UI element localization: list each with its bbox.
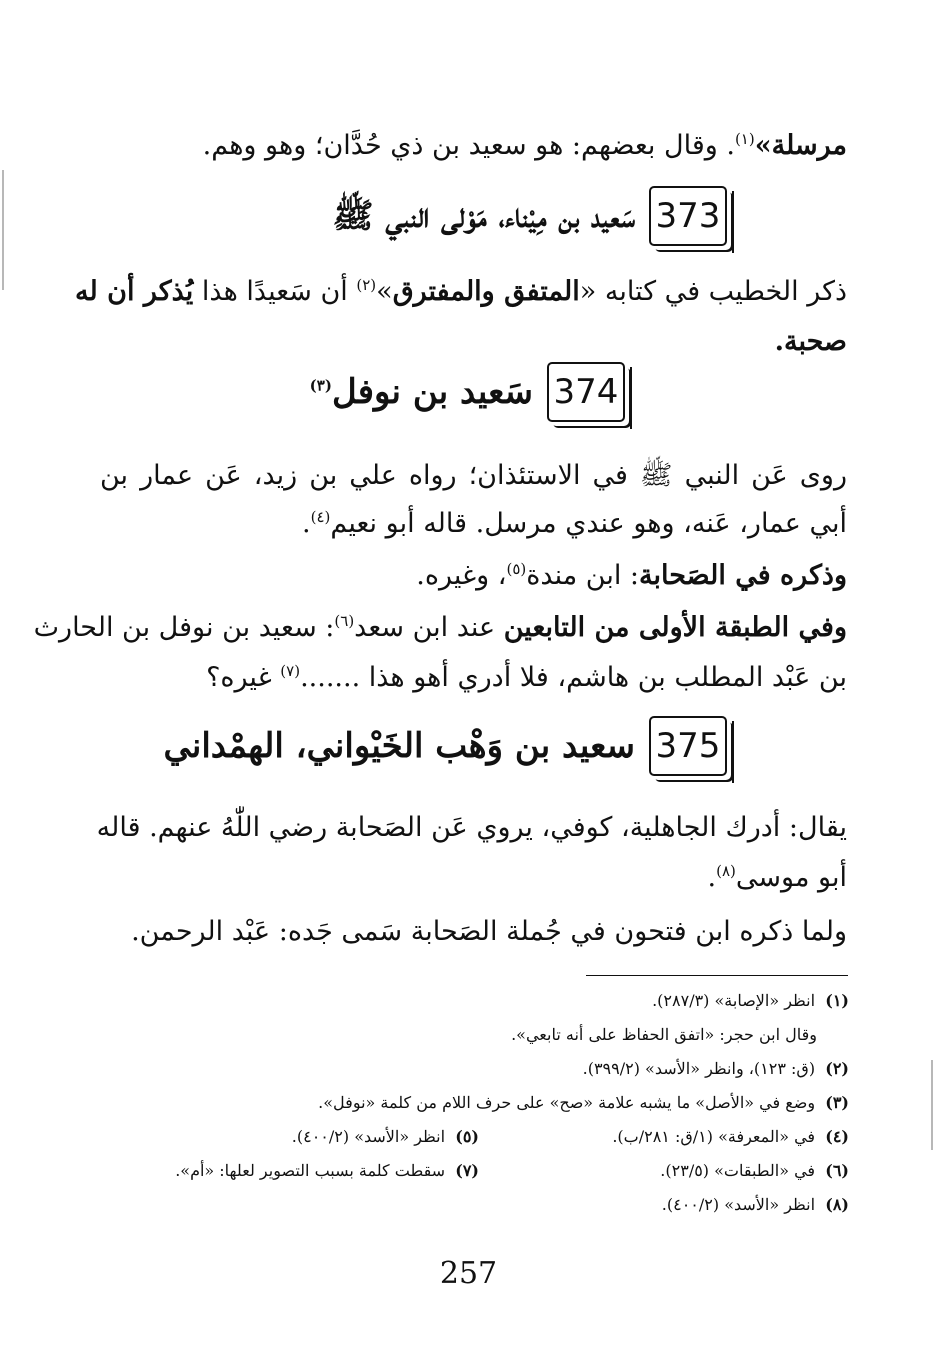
body-line-1 <box>203 126 847 166</box>
body-line-8 <box>206 658 847 698</box>
entry-title <box>310 364 533 420</box>
footnote-number: (٣) <box>825 1093 849 1112</box>
text-fragment: يقال: أدرك الجاهلية، كوفي، يروي عَن الصَحابة رضي اللّٰهُ عنهم. قاله <box>96 812 847 843</box>
footnote-1-continued <box>511 1024 817 1046</box>
footnote-6 <box>660 1160 849 1182</box>
entry-title: سَعيد بن مِيْناء، مَوْلى النبي ﷺ <box>332 196 635 236</box>
footnote-text: سقطت كلمة بسبب التصوير لعلها: «أم». <box>175 1161 446 1180</box>
text-fragment: . وقال بعضهم: هو سعيد بن ذي حُدَّان؛ وهو وهم. <box>202 130 735 161</box>
footnote-text: في «المعرفة» (١/ق: ٢٨١/ب). <box>612 1127 816 1146</box>
footnote-number: (٢) <box>825 1059 849 1078</box>
footnote-text: وضع في «الأصل» ما يشبه علامة «صح» على حرف اللام من كلمة «نوفل». <box>318 1093 816 1112</box>
body-line-2 <box>75 272 847 312</box>
book-title: المتفق والمفترق <box>392 276 580 307</box>
text-fragment: » <box>376 276 393 307</box>
footnote-1 <box>652 990 849 1012</box>
page-number: 257 <box>439 1256 498 1291</box>
scan-edge-left <box>2 170 4 290</box>
text-fragment: عند ابن سعد <box>354 612 504 643</box>
body-line-9 <box>96 808 847 848</box>
entry-number-box <box>547 362 625 422</box>
body-line-6 <box>416 556 847 596</box>
text-fragment: : سعيد بن نوفل بن الحارث <box>33 612 335 643</box>
footnote-text: في «الطبقات» (٢٣/٥). <box>660 1161 816 1180</box>
footnote-ref: (٢) <box>356 276 377 294</box>
text-fragment: أبو موسى <box>735 862 847 893</box>
footnote-number: (٧) <box>455 1161 479 1180</box>
text-bold: وفي الطبقة الأولى من التابعين <box>503 612 847 643</box>
footnote-2 <box>583 1058 849 1080</box>
footnote-text: (ق: ١٢٣)، وانظر «الأسد» (٣٩٩/٢). <box>582 1059 816 1078</box>
footnote-number: (٤) <box>825 1127 849 1146</box>
footnote-ref: (٨) <box>716 862 736 880</box>
text-fragment: بن عَبْد المطلب بن هاشم، فلا أدري أهو هذا ....... <box>300 662 847 693</box>
footnote-5 <box>292 1126 479 1148</box>
entry-number-box <box>649 716 727 776</box>
body-line-4 <box>100 456 847 496</box>
text-fragment: روى عَن النبي ﷺ في الاستئذان؛ رواه علي بن زيد، عَن عمار بن <box>100 460 847 491</box>
body-line-3 <box>775 322 847 362</box>
body-line-11 <box>131 912 847 952</box>
text-bold: صحبة. <box>774 326 847 357</box>
footnote-divider <box>586 975 848 976</box>
entry-heading-373 <box>332 180 727 252</box>
footnote-8 <box>662 1194 849 1216</box>
entry-heading-375 <box>164 710 727 782</box>
body-line-10 <box>708 858 847 898</box>
body-line-5 <box>302 504 847 544</box>
footnote-ref: (٥) <box>506 560 527 578</box>
text-fragment: . <box>302 508 311 539</box>
footnote-7 <box>175 1160 479 1182</box>
footnote-text: انظر «الأسد» (٤٠٠/٢). <box>291 1127 446 1146</box>
footnote-text: انظر «الأسد» (٤٠٠/٢). <box>661 1195 816 1214</box>
entry-number-box <box>649 186 727 246</box>
footnote-ref: (٧) <box>280 662 301 680</box>
entry-heading-374 <box>310 356 625 428</box>
text-bold: وذكره في الصَحابة <box>639 560 847 591</box>
text-fragment: غيره؟ <box>206 662 281 693</box>
text-fragment: أبي عمار، عَنه، وهو عندي مرسل. قاله أبو نعيم <box>330 508 847 539</box>
text-fragment: : ابن مندة <box>526 560 640 591</box>
entry-title: سعيد بن وَهْب الخَيْواني، الهمْداني <box>163 726 635 766</box>
footnote-text: وقال ابن حجر: «اتفق الحفاظ على أنه تابعي». <box>511 1025 817 1044</box>
text-fragment: ، وغيره. <box>416 560 507 591</box>
footnote-ref: (٦) <box>334 612 355 630</box>
footnote-ref: (٣) <box>309 376 332 395</box>
footnote-number: (٥) <box>455 1127 479 1146</box>
entry-number: 375 <box>655 726 721 766</box>
text-bold: يُذكر أن له <box>75 276 194 307</box>
text-fragment: ولما ذكره ابن فتحون في جُملة الصَحابة سَمى جَده: عَبْد الرحمن. <box>131 916 847 947</box>
text-fragment: . <box>707 862 717 893</box>
footnote-ref: (١) <box>734 130 755 148</box>
footnote-ref: (٤) <box>310 508 331 526</box>
footnote-number: (٨) <box>825 1195 849 1214</box>
footnote-number: (٦) <box>825 1161 849 1180</box>
scan-edge-right <box>931 1060 933 1150</box>
entry-title-text: سَعيد بن نوفل <box>331 372 533 412</box>
text-fragment: أن سَعيدًا هذا <box>193 276 357 307</box>
text-fragment: ذكر الخطيب في كتابه « <box>579 276 847 307</box>
footnote-3 <box>318 1092 849 1114</box>
text-fragment: مرسلة» <box>754 130 847 161</box>
entry-number: 374 <box>553 372 619 412</box>
body-line-7 <box>33 608 847 648</box>
footnote-4 <box>612 1126 849 1148</box>
footnote-number: (١) <box>825 991 849 1010</box>
entry-number: 373 <box>655 196 721 236</box>
footnote-text: انظر «الإصابة» (٢٨٧/٣). <box>652 991 816 1010</box>
